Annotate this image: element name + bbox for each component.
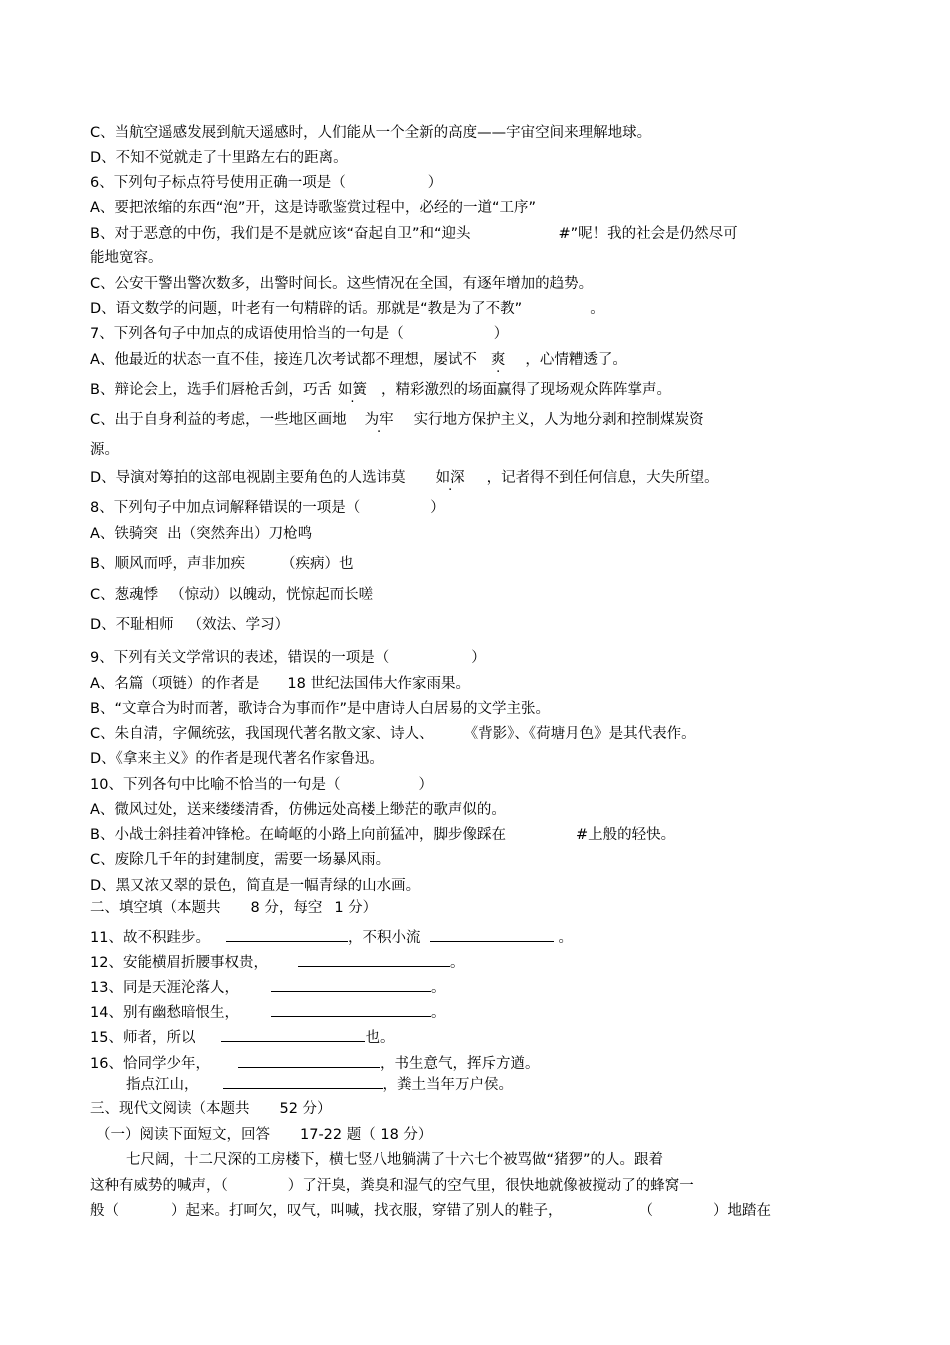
q8-option-d-text2: （效法、学习） <box>187 617 290 633</box>
q12 <box>90 952 464 972</box>
passage-line-3 <box>90 1202 771 1220</box>
section3-title <box>90 1100 332 1118</box>
q7-option-b-text1: B、辩论会上，选手们唇枪舌剑，巧舌 <box>90 382 332 398</box>
q11-text-a: 11、故不积跬步。 <box>90 930 210 946</box>
q6-stem-end: ） <box>427 175 443 191</box>
q11-blank-2[interactable] <box>430 927 554 942</box>
q11-blank-1[interactable] <box>226 927 348 942</box>
q9-option-b: B、“文章合为时而著，歌诗合为事而作”是中唐诗人白居易的文学主张。 <box>90 701 550 717</box>
q6-option-b-cont: 能地宽容。 <box>90 250 163 266</box>
q9-option-c-text2: 《背影》、《荷塘月色》是其代表作。 <box>463 726 696 742</box>
q6-option-b-text2: #”呢！我的社会是仍然尽可 <box>558 226 738 242</box>
q15 <box>90 1027 394 1047</box>
q9-option-a-text2: 18 世纪法国伟大作家雨果。 <box>287 676 470 692</box>
q6-option-d-text2: 。 <box>590 301 605 317</box>
q13 <box>90 977 445 997</box>
q6-option-c: C、公安干警出警次数多，出警时间长。这些情况在全国，有逐年增加的趋势。 <box>90 276 594 292</box>
q10-option-c: C、废除几千年的封建制度，需要一场暴风雨。 <box>90 852 391 868</box>
q8-option-c-text2: （惊动）以魄动，恍惊起而长嗟 <box>170 587 374 603</box>
q5-option-c: C、当航空遥感发展到航天遥感时，人们能从一个全新的高度——宇宙空间来理解地球。 <box>90 125 652 141</box>
section3-sub <box>96 1126 432 1144</box>
q16-blank-2[interactable] <box>223 1074 383 1089</box>
section3-title-1: 三、现代文阅读（本题共 <box>90 1101 250 1117</box>
q7-option-d-text2: ，记者得不到任何信息，大失所望。 <box>486 470 719 486</box>
q16-text-d: ，粪土当年万户侯。 <box>382 1077 513 1093</box>
q11 <box>90 927 573 947</box>
q7-option-c-text1: C、出于自身利益的考虑，一些地区画地 <box>90 412 347 428</box>
q14-text-a: 14、别有幽愁暗恨生， <box>90 1005 239 1021</box>
q8-option-b <box>90 555 353 573</box>
passage-line-2-b: ）了汗臭，粪臭和湿气的空气里，很快地就像被搅动了的蜂窝一 <box>287 1178 694 1194</box>
q8-stem <box>90 499 445 517</box>
passage-line-3-a: 般（ <box>90 1203 119 1219</box>
q6-option-d <box>90 300 605 318</box>
q7-option-c <box>90 411 704 429</box>
q6-option-b-text1: B、对于恶意的中伤，我们是不是就应该“奋起自卫”和“迎头 <box>90 226 471 242</box>
q8-option-d <box>90 616 289 634</box>
q15-text-b: 也。 <box>365 1030 395 1046</box>
section2-title-3: 1 分） <box>334 900 378 916</box>
q11-text-c: 。 <box>558 930 573 946</box>
section2-title-2: 8 分，每空 <box>250 900 323 916</box>
q15-blank[interactable] <box>221 1027 365 1042</box>
q10-option-a: A、微风过处，送来缕缕清香，仿佛远处高楼上缈茫的歌声似的。 <box>90 802 506 818</box>
q7-option-b-idiom: 如簧 <box>337 382 367 398</box>
section3-title-2: 52 分） <box>279 1101 332 1117</box>
q9-option-a-text1: A、名篇（项链）的作者是 <box>90 676 260 692</box>
q9-stem-end: ） <box>471 650 486 666</box>
q6-stem-text: 6、下列句子标点符号使用正确一项是（ <box>90 175 346 191</box>
q7-option-a <box>90 351 627 369</box>
passage-line-3-c: （ <box>638 1203 653 1219</box>
q10-option-d: D、黑又浓又翠的景色，简直是一幅青绿的山水画。 <box>90 878 421 894</box>
q8-option-a: A、铁骑突 出（突然奔出）刀枪鸣 <box>90 526 313 542</box>
q16-line2 <box>126 1074 513 1094</box>
q7-stem-end: ） <box>493 326 509 342</box>
q9-option-a <box>90 675 470 693</box>
section2-title-1: 二、填空填（本题共 <box>90 900 221 916</box>
q6-option-a: A、要把浓缩的东西“泡”开，这是诗歌鉴赏过程中，必经的一道“工序” <box>90 200 536 216</box>
q8-stem-text: 8、下列句子中加点词解释错误的一项是（ <box>90 500 361 516</box>
q9-option-d: D、《拿来主义》的作者是现代著名作家鲁迅。 <box>90 751 384 767</box>
q7-option-a-text2: ，心情糟透了。 <box>525 352 627 368</box>
q14 <box>90 1002 445 1022</box>
q7-option-b-text2: ，精彩激烈的场面赢得了现场观众阵阵掌声。 <box>380 382 671 398</box>
q8-option-c <box>90 586 373 604</box>
q8-option-d-text1: D、不耻相师 <box>90 617 174 633</box>
q7-stem-text: 7、下列各句子中加点的成语使用恰当的一句是（ <box>90 326 404 342</box>
q14-text-b: 。 <box>430 1005 446 1021</box>
q7-stem <box>90 325 508 343</box>
q16 <box>90 1053 539 1073</box>
passage-line-2-a: 这种有威势的喊声，（ <box>90 1178 228 1194</box>
q8-option-b-text2: （疾病）也 <box>280 556 354 572</box>
passage-line-3-b: ）起来。打呵欠，叹气，叫喊，找衣服，穿错了别人的鞋子， <box>171 1203 563 1219</box>
q10-option-b <box>90 826 675 844</box>
q9-option-c <box>90 725 696 743</box>
q16-text-b: ，书生意气，挥斥方遒。 <box>379 1056 540 1072</box>
q7-option-c-text2: 实行地方保护主义，人为地分剥和控制煤炭资 <box>413 412 704 428</box>
q10-stem-end: ） <box>418 777 433 793</box>
q13-text-a: 13、同是天涯沦落人， <box>90 980 239 996</box>
passage-line-3-d: ）地踏在 <box>713 1203 771 1219</box>
q10-option-b-text1: B、小战士斜挂着冲锋枪。在崎岖的小路上向前猛冲，脚步像踩在 <box>90 827 506 843</box>
passage-line-1: 七尺阔，十二尺深的工房楼下，横七竖八地躺满了十六七个被骂做“猪猡”的人。跟着 <box>126 1152 664 1168</box>
q9-option-c-text1: C、朱自清，字佩统弦，我国现代著名散文家、诗人、 <box>90 726 434 742</box>
q15-text-a: 15、师者，所以 <box>90 1030 196 1046</box>
q16-blank-1[interactable] <box>238 1053 380 1068</box>
q6-stem <box>90 174 442 192</box>
q14-blank[interactable] <box>271 1002 431 1017</box>
section3-sub-2: 17-22 题（ 18 分） <box>300 1127 433 1143</box>
q7-option-b <box>90 381 671 399</box>
q8-stem-end: ） <box>430 500 445 516</box>
q7-option-a-idiom: 爽 <box>490 352 506 368</box>
q7-option-d-idiom: 如深 <box>435 470 465 486</box>
q8-option-b-text1: B、顺风而呼，声非加疾 <box>90 556 245 572</box>
q7-option-a-text1: A、他最近的状态一直不佳，接连几次考试都不理想，屡试不 <box>90 352 477 368</box>
q7-option-c-idiom: 为牢 <box>364 412 394 428</box>
section2-title <box>90 899 377 917</box>
q12-text-a: 12、安能横眉折腰事权贵， <box>90 955 268 971</box>
q5-option-d: D、不知不觉就走了十里路左右的距离。 <box>90 150 348 166</box>
q7-option-d-text1: D、导演对筹拍的这部电视剧主要角色的人选讳莫 <box>90 470 406 486</box>
q9-stem <box>90 649 486 667</box>
q12-blank[interactable] <box>298 952 450 967</box>
q7-option-d <box>90 469 719 487</box>
q6-option-b <box>90 225 738 243</box>
q10-option-b-text2: #上般的轻快。 <box>575 827 676 843</box>
q11-text-b: ，不积小流 <box>347 930 421 946</box>
q6-option-d-text1: D、语文数学的问题，叶老有一句精辟的话。那就是“教是为了不教” <box>90 301 523 317</box>
q12-text-b: 。 <box>449 955 465 971</box>
q16-text-a: 16、恰同学少年， <box>90 1056 210 1072</box>
q13-text-b: 。 <box>430 980 446 996</box>
q8-option-c-text1: C、葱魂悸 <box>90 587 159 603</box>
q7-option-c-cont: 源。 <box>90 442 119 458</box>
q13-blank[interactable] <box>271 977 431 992</box>
section3-sub-1: （一）阅读下面短文，回答 <box>96 1127 270 1143</box>
q10-stem-text: 10、下列各句中比喻不恰当的一句是（ <box>90 777 341 793</box>
q10-stem <box>90 776 433 794</box>
passage-line-2 <box>90 1177 694 1195</box>
q9-stem-text: 9、下列有关文学常识的表述，错误的一项是（ <box>90 650 390 666</box>
q16-text-c: 指点江山， <box>126 1077 199 1093</box>
